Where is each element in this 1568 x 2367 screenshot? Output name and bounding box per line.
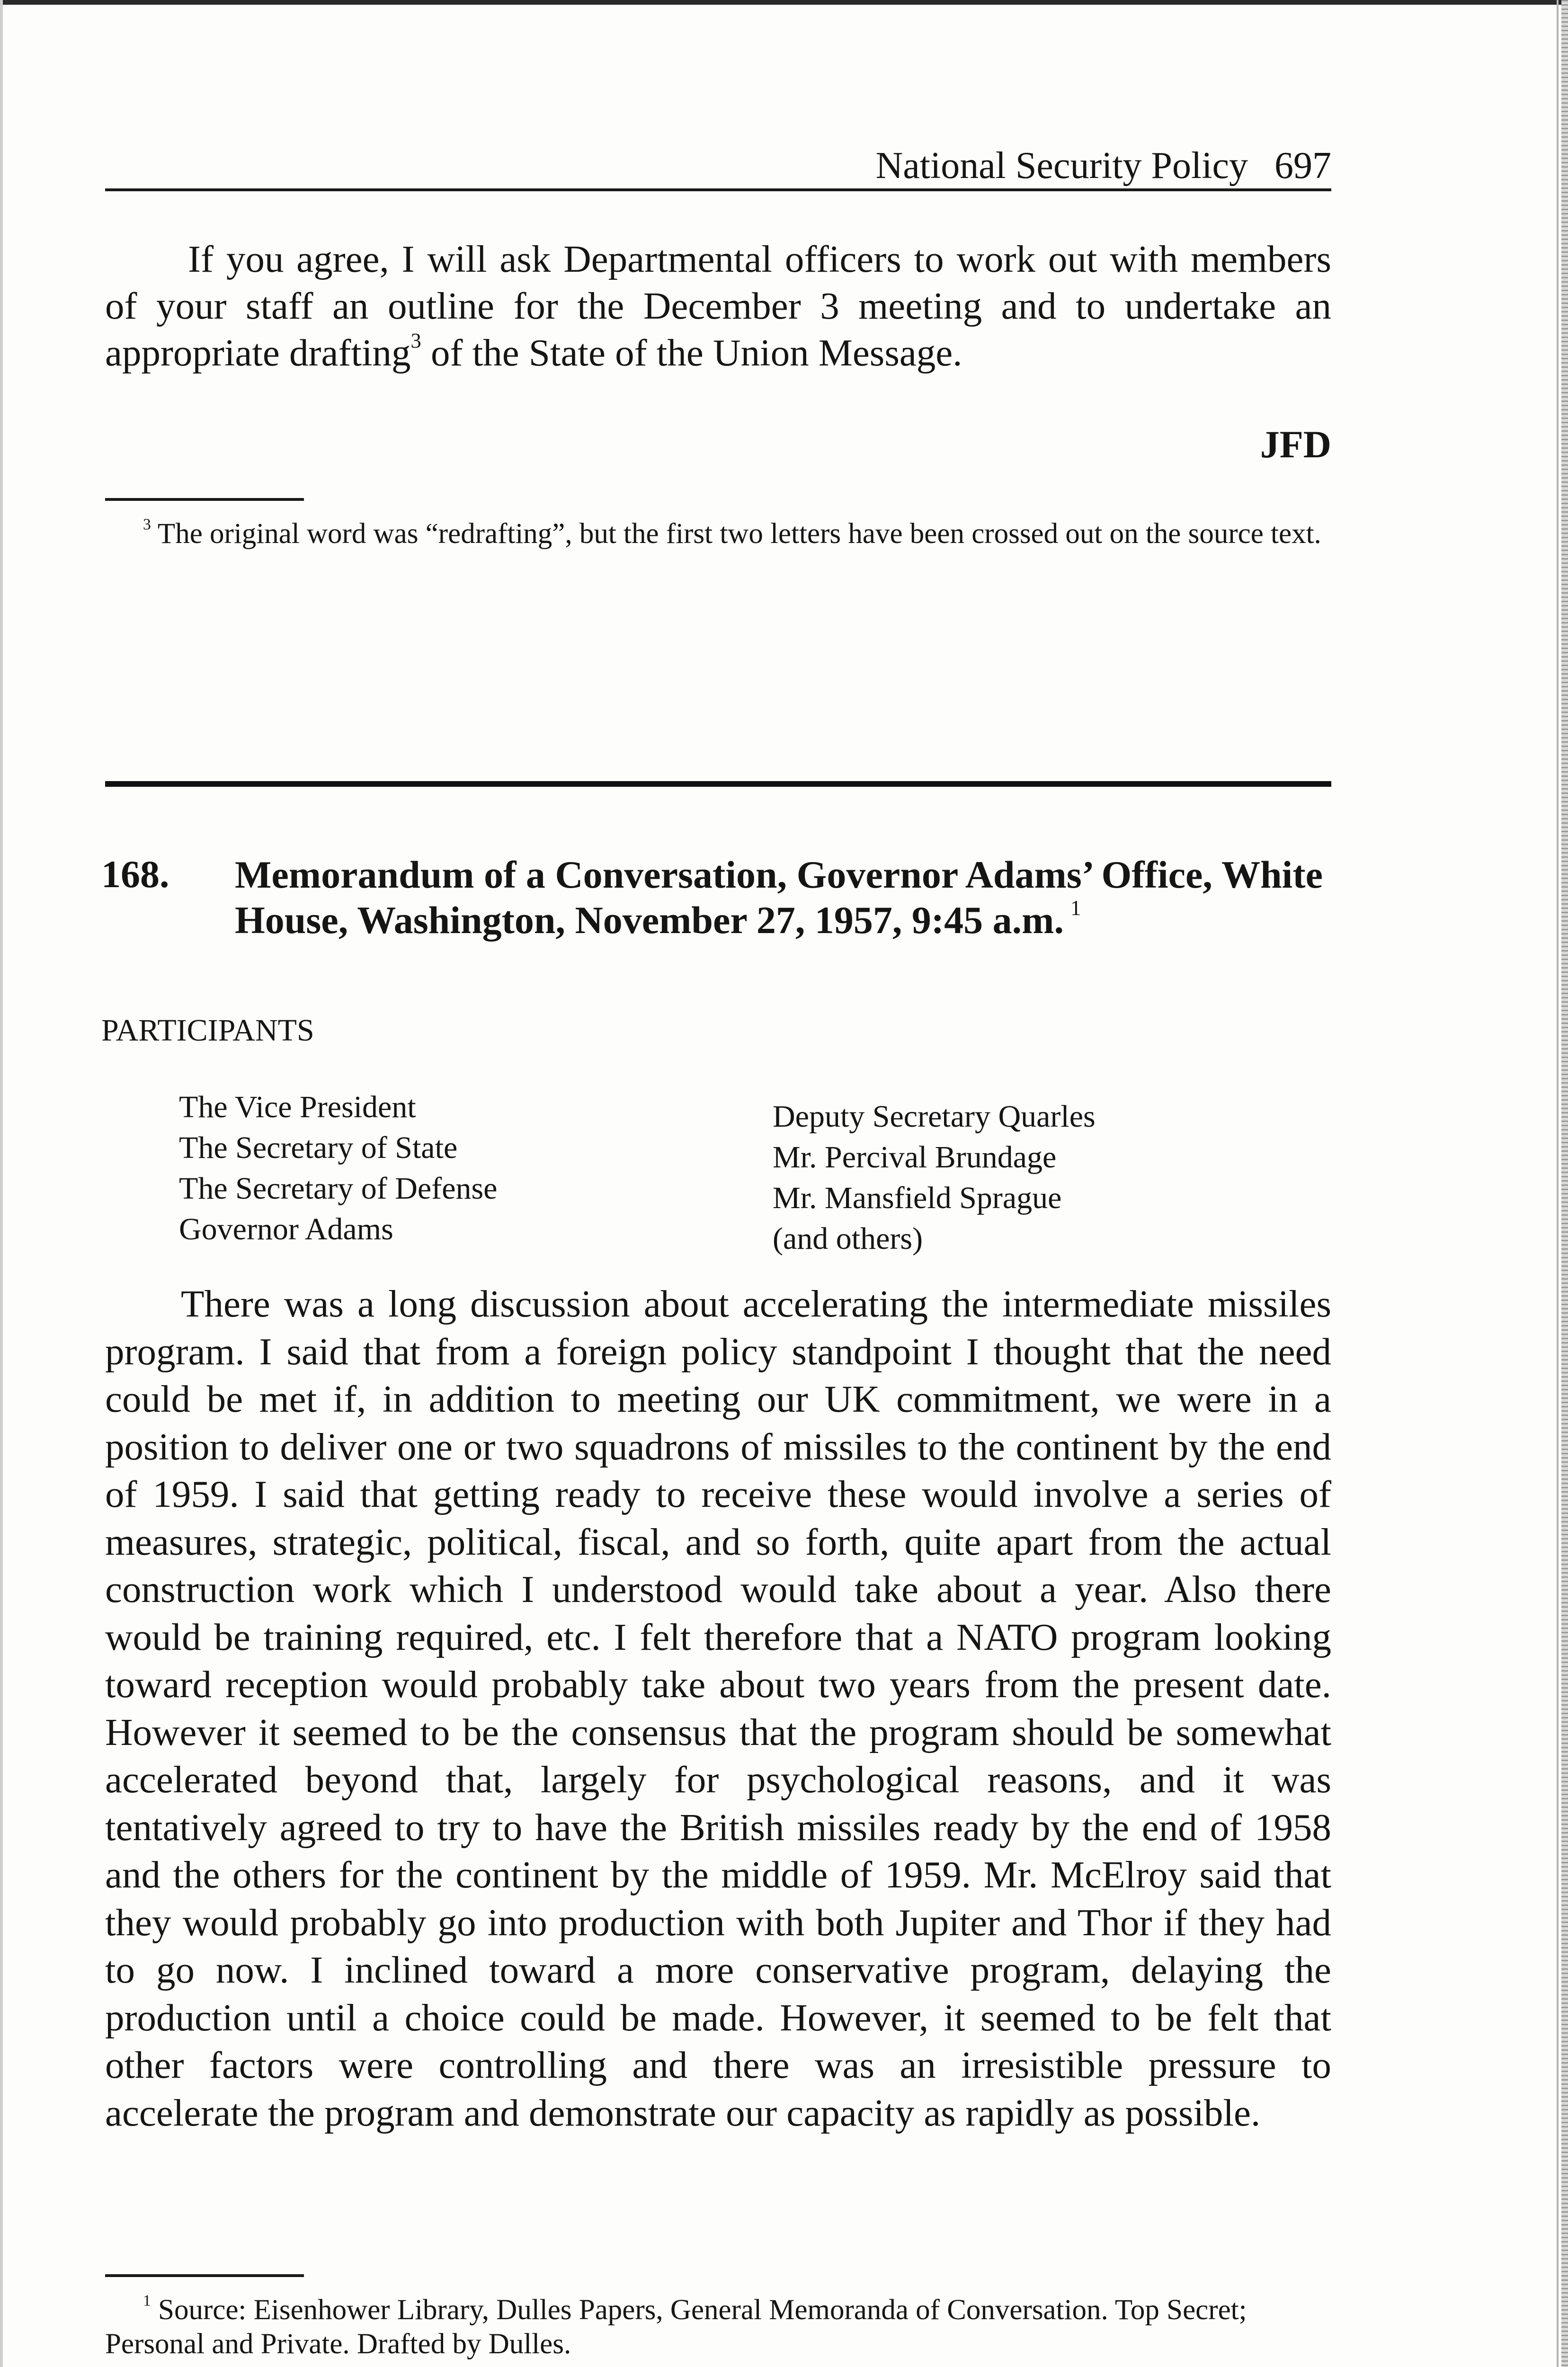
footnote-1-marker: 1 (143, 2292, 151, 2310)
top-paragraph-text-before: If you agree, I will ask Departmental officers to work out with members of your staff an outline for the December 3 meeting and to undertake an appropriate drafting (105, 238, 1331, 374)
footnote-1 (105, 2293, 1331, 2361)
footnote-3-marker: 3 (143, 516, 151, 534)
document-title-text: Memorandum of a Conversation, Governor Adams’ Office, White House, Washington, November 27, 1957, 9:45 a.m. (235, 853, 1323, 942)
section-divider (105, 781, 1331, 787)
participant-name: Mr. Mansfield Sprague (773, 1181, 1062, 1215)
top-paragraph (105, 236, 1331, 376)
footnote-divider (105, 2274, 304, 2277)
footnote-divider (105, 498, 304, 501)
running-head-title: National Security Policy (875, 145, 1248, 187)
footnote-3 (105, 517, 1331, 551)
memorandum-body-paragraph: There was a long discussion about accelerating the intermediate missiles program. I said that from a foreign policy standpoint I thought that the need could be met if, in addition to meeting our UK commitment, we were in a position to deliver one or two squadrons of missiles to the continent by the end of 1959. I said that getting ready to receive these would involve a series of measures, strategic, political, fiscal, and so forth, quite apart from the actual construction work which I understood would take about a year. Also there would be training required, etc. I felt therefore that a NATO program looking toward reception would probably take about two years from the present date. However it seemed to be the consensus that the program should be somewhat accelerated beyond that, largely for psychological reasons, and it was tentatively agreed to try to have the British missiles ready by the end of 1958 and the others for the continent by the middle of 1959. Mr. McElroy said that they would probably go into production with both Jupiter and Thor if they had to go now. I inclined toward a more conservative program, delaying the production until a choice could be made. However, it seemed to be felt that other factors were controlling and there was an irresistible pressure to accelerate the program and demonstrate our capacity as rapidly as possible. (105, 1282, 1331, 2134)
document-number: 168. (101, 853, 169, 896)
footnote-3-text: The original word was “redrafting”, but the first two letters have been crossed out on the source text. (151, 518, 1321, 550)
participant-name: (and others) (773, 1221, 923, 1256)
top-paragraph-text-after: of the State of the Union Message. (421, 331, 962, 374)
footnote-1-text: Source: Eisenhower Library, Dulles Papers, General Memoranda of Conversation. Top Secret; Personal and Private. Drafted by Dulles. (105, 2294, 1247, 2360)
scan-edge-left (0, 0, 3, 2367)
signature-initials: JFD (1260, 423, 1331, 466)
participants-label: PARTICIPANTS (101, 1013, 314, 1048)
scan-edge-right-line (1557, 0, 1559, 2367)
participants-left-column (179, 1087, 497, 1250)
page-number: 697 (1274, 145, 1331, 187)
participants-right-column (773, 1096, 1096, 1259)
document-title (235, 852, 1338, 943)
footnote-ref-3: 3 (410, 329, 421, 353)
footnote-ref-1: 1 (1070, 896, 1081, 920)
participant-name: The Vice President (179, 1090, 416, 1124)
participant-name: Governor Adams (179, 1212, 393, 1246)
participant-name: The Secretary of Defense (179, 1171, 498, 1206)
participant-name: The Secretary of State (179, 1130, 458, 1165)
participant-name: Deputy Secretary Quarles (773, 1099, 1096, 1134)
scan-edge-right (1561, 0, 1568, 2367)
running-head (105, 142, 1331, 191)
scan-edge-top (0, 0, 1568, 5)
participant-name: Mr. Percival Brundage (773, 1140, 1057, 1175)
running-head-text (875, 147, 1331, 185)
